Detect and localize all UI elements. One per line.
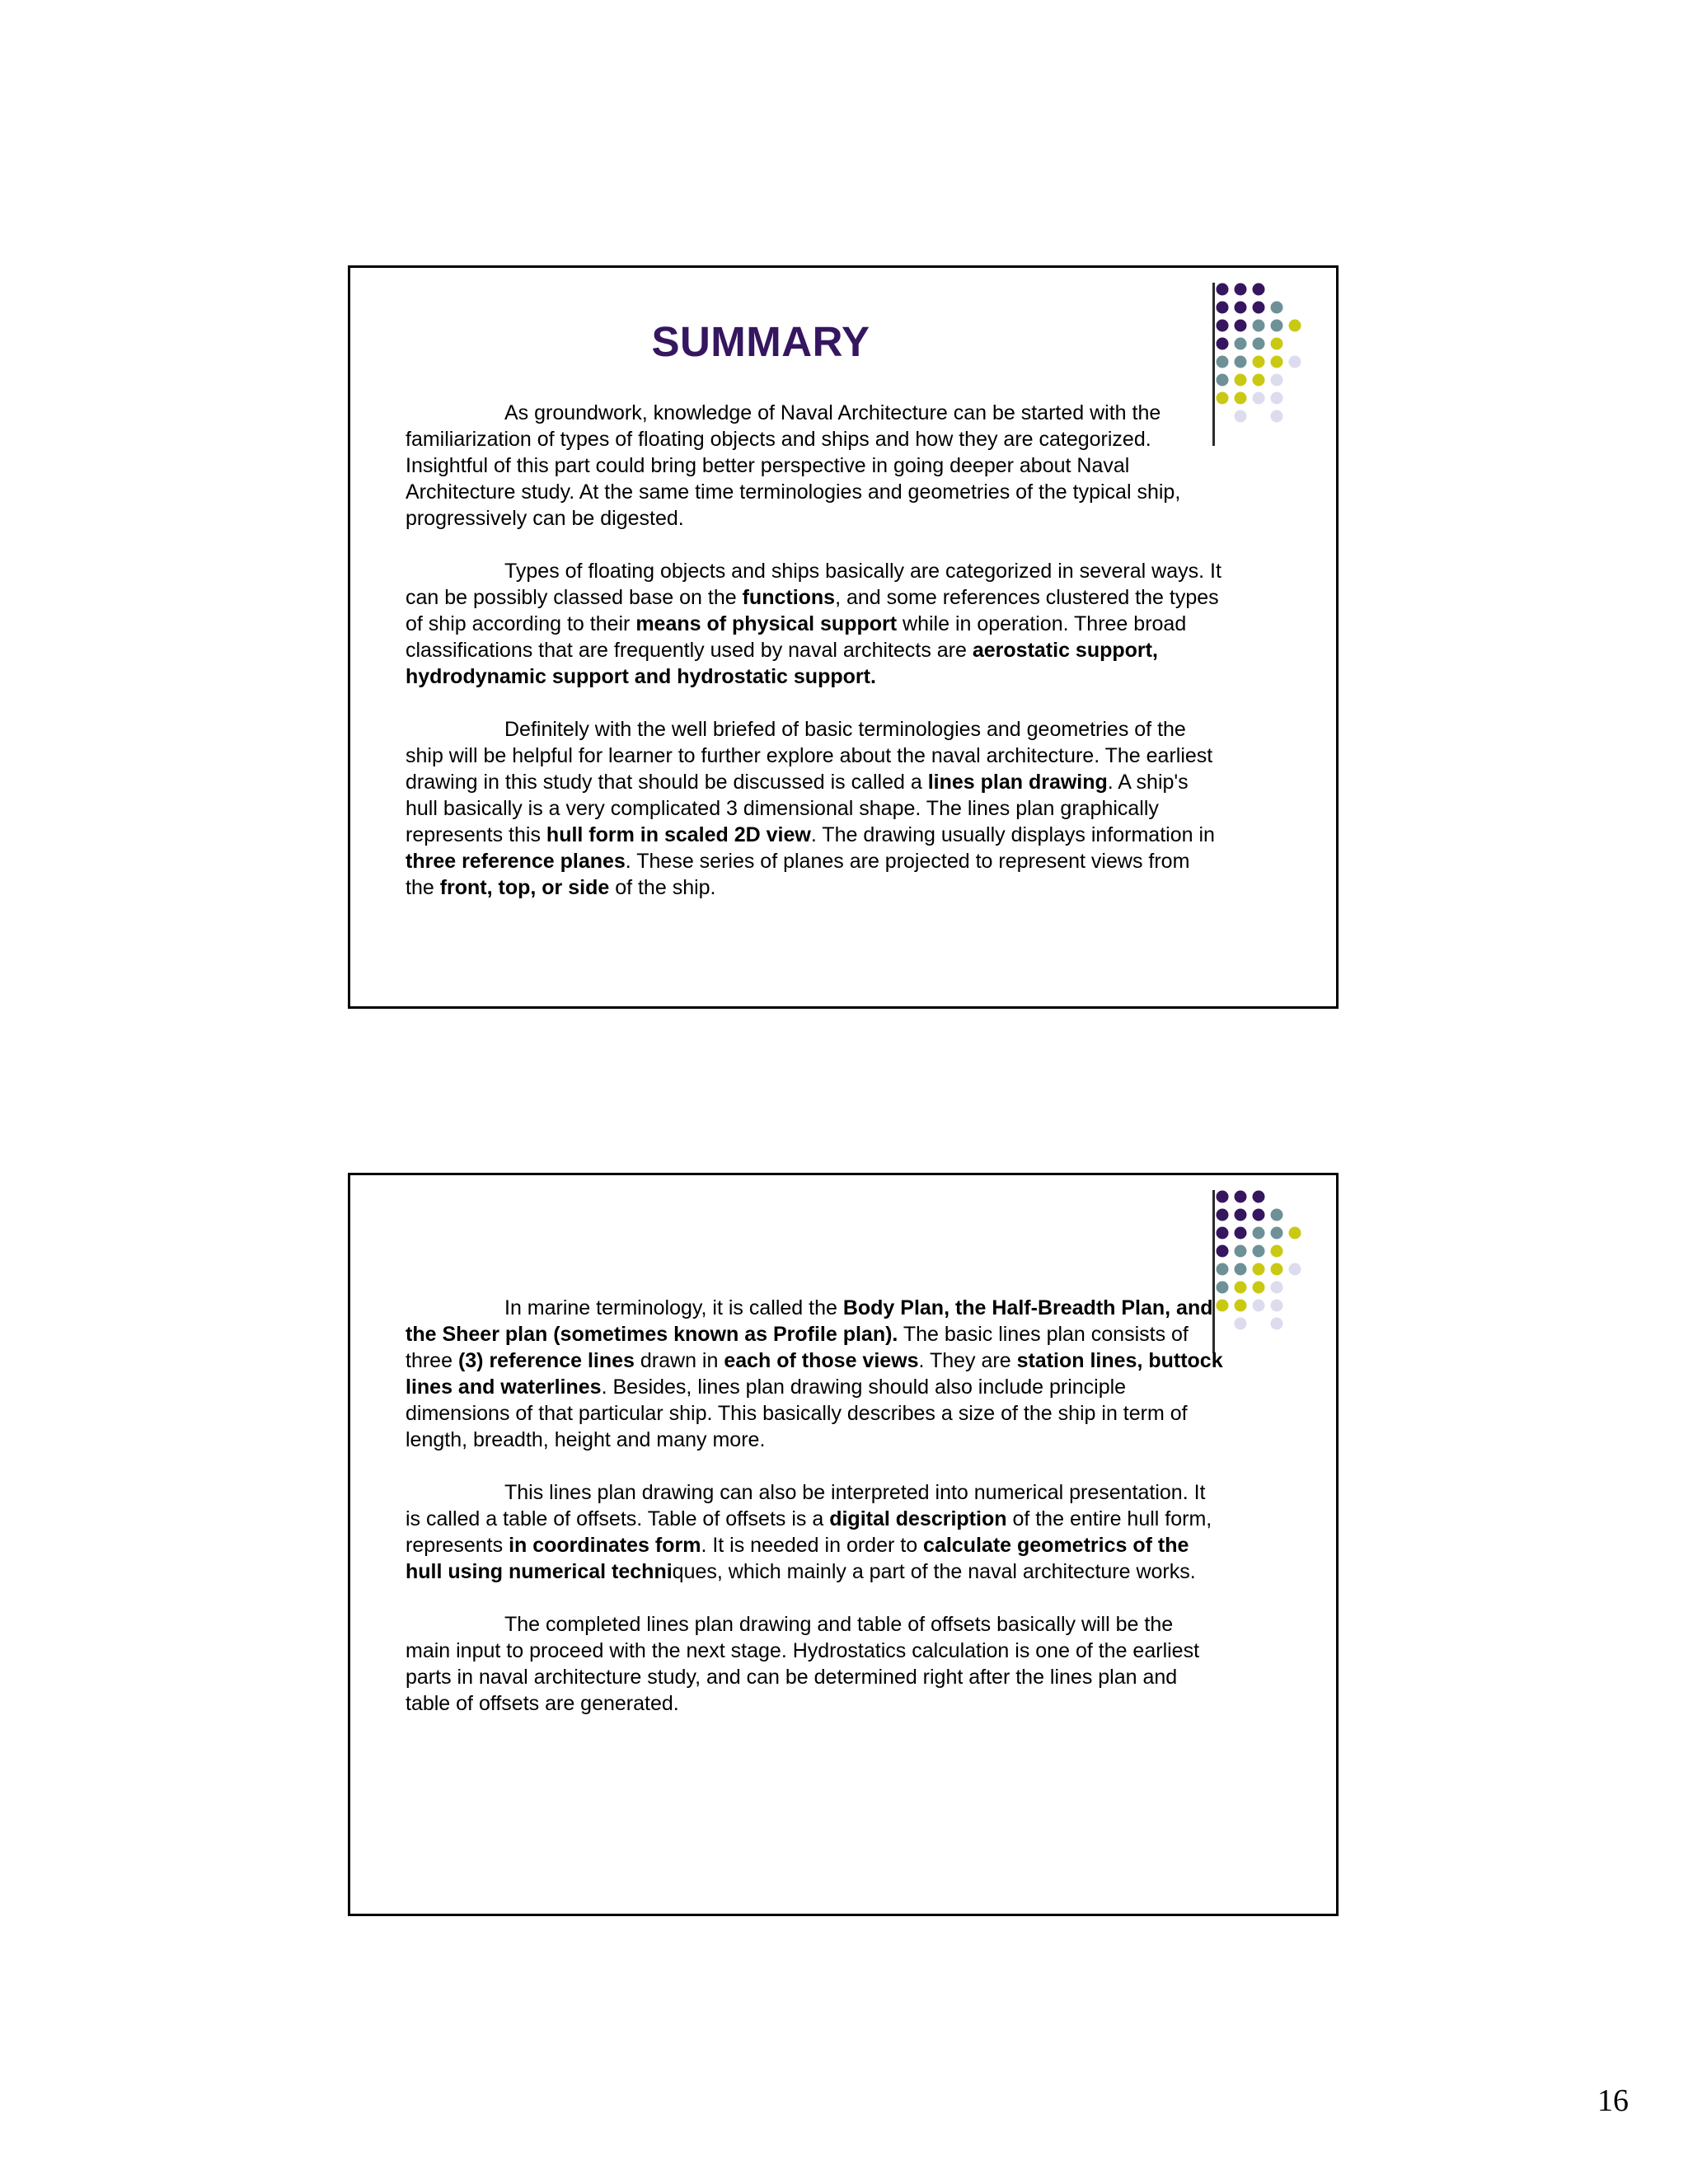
slide-body [406, 1295, 1223, 1717]
paragraph-hydrostatics: The completed lines plan drawing and table of offsets basically will be the main input to proceed with the next stage. Hydrostatics calculation is one of the earliest parts in naval architecture study, and can be determined right after the lines plan and table of offsets are generated. [406, 1613, 1200, 1715]
slide-lines-plan [348, 1173, 1339, 1916]
dots-decoration-icon [1212, 1188, 1303, 1337]
dot-grid [1217, 284, 1301, 423]
paragraph-marine-terminology: In marine terminology, it is called the Body Plan, the Half-Breadth Plan, and the Sheer plan (sometimes known as Profile plan). The basic lines plan consists of three (3) reference lines drawn in each of those views. They are station lines, buttock lines and waterlines. Besides, lines plan drawing should also include principle dimensions of that particular ship. This basically describes a size of the ship in term of length, breadth, height and many more. [406, 1296, 1223, 1451]
page-number: 16 [1597, 2083, 1629, 2118]
slide-summary [348, 265, 1339, 1009]
dots-decoration-icon [1212, 281, 1303, 429]
paragraph-groundwork: As groundwork, knowledge of Naval Architecture can be started with the familiarization of types of floating objects and ships and how they are categorized. Insightful of this part could bring better perspective in going deeper about Naval Architecture study. At the same time terminologies and geometries of the typical ship, progressively can be digested. [406, 401, 1181, 530]
paragraph-lines-plan: Definitely with the well briefed of basic terminologies and geometries of the ship will be helpful for learner to further explore about the naval architecture. The earliest drawing in this study that should be discussed is called a lines plan drawing. A ship's hull basically is a very complicated 3 dimensional shape. The lines plan graphically represents this hull form in scaled 2D view. The drawing usually displays information in three reference planes. These series of planes are projected to represent views from the front, top, or side of the ship. [406, 718, 1215, 899]
slide-title: SUMMARY [651, 318, 870, 365]
slide-body [406, 400, 1223, 901]
dot-grid [1217, 1191, 1301, 1330]
paragraph-types: Types of floating objects and ships basically are categorized in several ways. It can be possibly classed base on the functions, and some references clustered the types of ship according to their means of physical support while in operation. Three broad classifications that are frequently used by naval architects are aerostatic support, hydrodynamic support and hydrostatic support. [406, 560, 1221, 688]
paragraph-table-of-offsets: This lines plan drawing can also be interpreted into numerical presentation. It is called a table of offsets. Table of offsets is a digital description of the entire hull form, represents in coordinates form. It is needed in order to calculate geometrics of the hull using numerical techniques, which mainly a part of the naval architecture works. [406, 1481, 1212, 1583]
